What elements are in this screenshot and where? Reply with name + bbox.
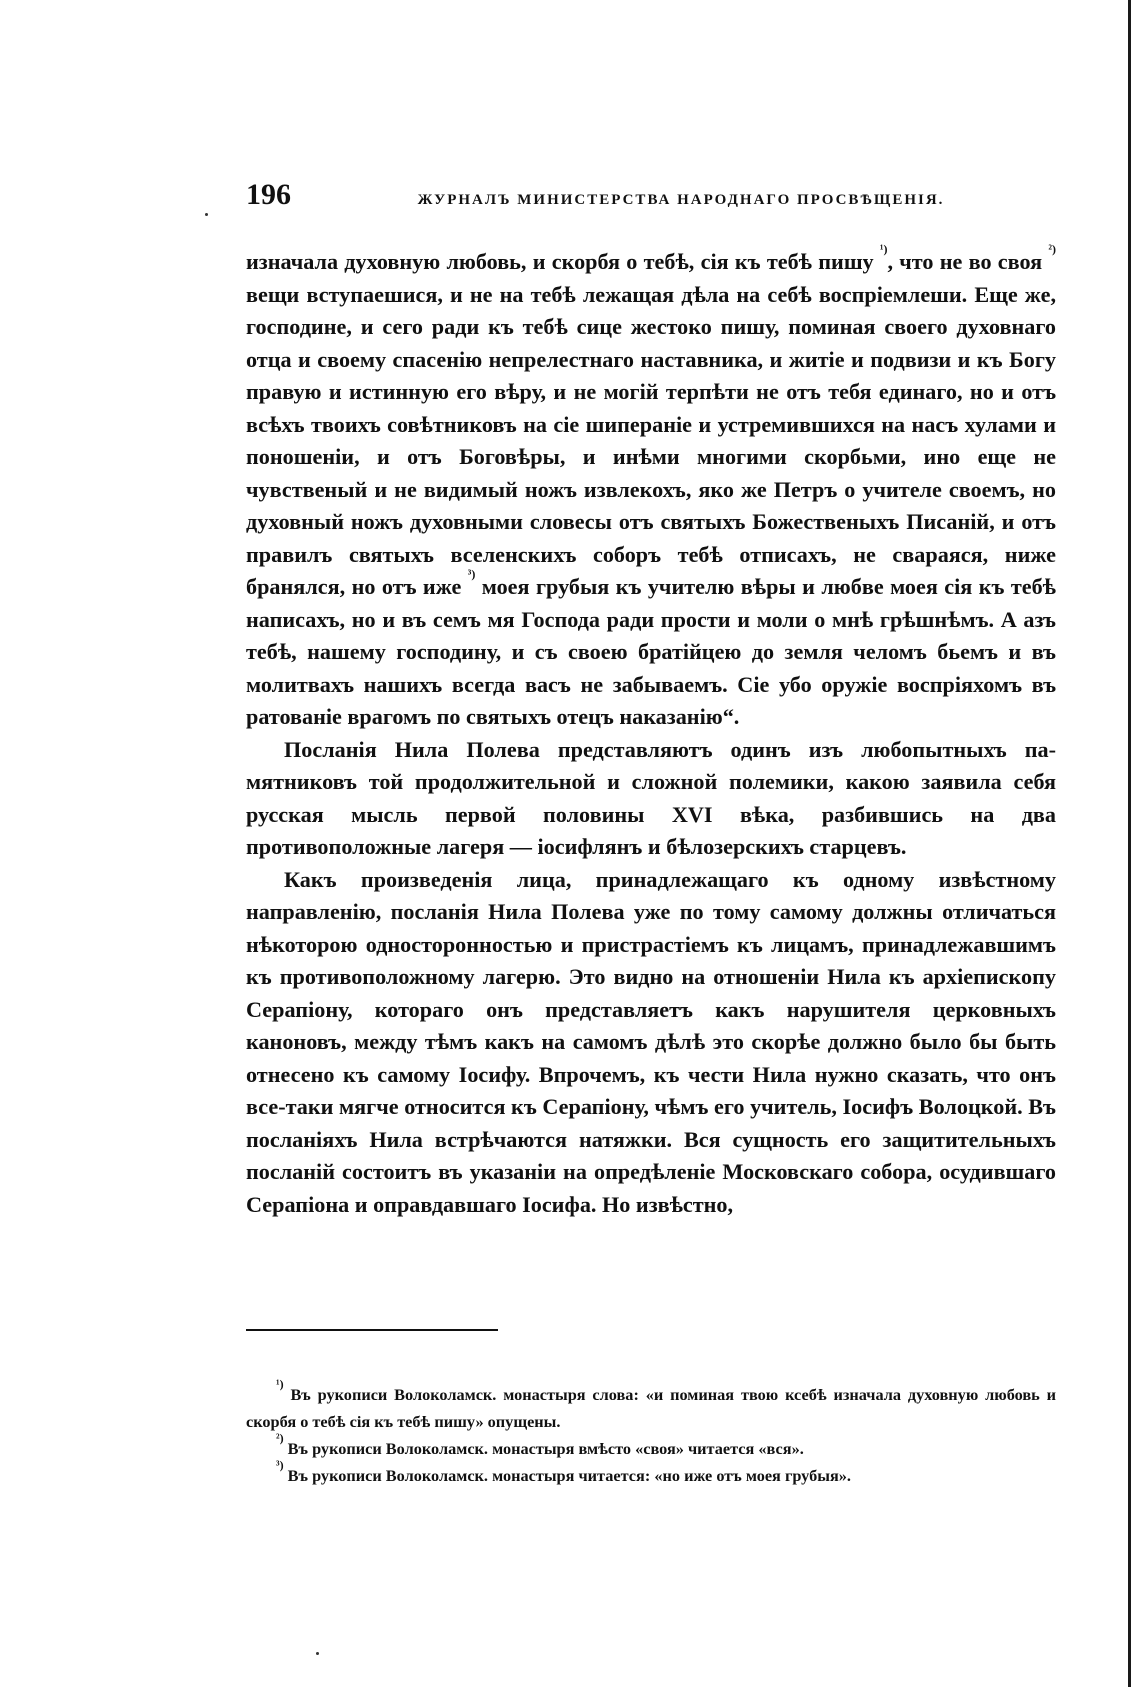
running-head: ЖУРНАЛЪ МИНИСТЕРСТВА НАРОДНАГО ПРОСВѢЩЕНІЯ.	[417, 192, 945, 208]
footnote-mark-3: ³)	[276, 1458, 284, 1472]
paragraph-3: Какъ произведенія лица, принадлежащаго къ одному извѣстному направленію, посланія Нила Полева уже по тому самому должны отличаться нѣкоторою односторонностью и пристрастіемъ къ лицамъ, принадлежавшимъ къ противоположному лагерю. Это видно на отношеніи Нила къ архіепископу Серапіону, котораго онъ представляетъ какъ нарушителя церковныхъ каноновъ, между тѣмъ какъ на самомъ дѣлѣ это скорѣе должно было бы быть отнесено къ самому Іосифу. Впрочемъ, къ чести Нила нужно сказать, что онъ все-таки мягче относится къ Серапіону, чѣмъ его учитель, Іосифъ Волоцкой. Въ посланіяхъ Нила встрѣчаются натяжки. Вся сущность его защитительныхъ посланій состоитъ въ указаніи на опредѣленіе Московскаго собора, осудившаго Серапіона и оправдавшаго Іосифа. Но извѣстно,	[246, 866, 1056, 1217]
page-number: 196	[246, 178, 291, 211]
footnote-ref-1: ¹)	[879, 242, 888, 256]
footnotes	[246, 1377, 1056, 1489]
page-edge-rule	[1128, 0, 1131, 1687]
print-speck	[316, 1652, 319, 1655]
footnote-divider	[246, 1329, 498, 1331]
footnote-2	[246, 1431, 1056, 1462]
footnote-text-1: Въ рукописи Волоколамск. монастыря слова: «и поминая твою ксебѣ изначала духовную любовь и скорбя о тебѣ сія къ тебѣ пишу» опущены.	[246, 1385, 1056, 1431]
footnote-ref-3: ³)	[467, 567, 476, 581]
footnote-text-2: Въ рукописи Волоколамск. монастыря вмѣсто «своя» читается «вся».	[283, 1439, 804, 1458]
quote-text-3: вещи вступаешися, и не на тебѣ лежащая дѣла на себѣ воспріемлеши. Еще же, господине, и сего ради къ тебѣ сице жестоко пишу, поминая своего духовнаго отца и своему спасенію непрелестнаго наставника, и житіе и подвизи и къ Богу правую и истинную его вѣру, и не могій терпѣти не отъ тебя единаго, но и отъ всѣхъ твоихъ совѣтниковъ на сіе шипераніе и устремившихся на насъ хулами и поношеніи, и отъ Боговѣры, и инѣми многими скорбьми, ино еще не чувственый и не видимый ножъ извлекохъ, яко же Петръ о учителе своемъ, но духовный ножъ духовными словесы отъ святыхъ Божественыхъ Писаній, и отъ правилъ святыхъ вселенскихъ соборъ тебѣ отписахъ, не свараяся, ниже бранялся, но отъ иже	[246, 281, 1056, 599]
paragraph-2: Посланія Нила Полева представляютъ одинъ изъ любопытныхъ памятниковъ той продолжительной и сложной полемики, какою заявила себя русская мысль первой половины XVI вѣка, разбившись на два противоположные лагеря — іосифлянъ и бѣлозерскихъ старцевъ.	[246, 736, 1056, 859]
page-header	[246, 178, 1056, 218]
quote-text-1: изначала духовную любовь, и скорбя о тебѣ, сія къ тебѣ пишу	[246, 249, 880, 274]
footnote-mark-1: ¹)	[276, 1377, 284, 1391]
book-page	[246, 178, 1056, 1485]
footnote-text-3: Въ рукописи Волоколамск. монастыря читается: «но иже отъ моея грубыя».	[283, 1466, 851, 1485]
paragraph-quotation	[246, 242, 1056, 734]
print-speck	[205, 213, 208, 216]
quote-text-4: моея грубыя къ учителю вѣры и любве моея сія къ тебѣ написахъ, но и въ семъ мя Господа ради прости и моли о мнѣ грѣшнѣмъ. А азъ тебѣ, нашему господину, и съ своею братійцею до земля челомъ бьемъ и въ молитвахъ нашихъ всегда васъ не забываемъ. Сіе убо оружіе воспріяхомъ въ ратованіе врагомъ по святыхъ отецъ наказанію“.	[246, 574, 1056, 729]
main-text	[246, 242, 1056, 1221]
quote-text-2: , что не во своя	[887, 249, 1049, 274]
footnote-mark-2: ²)	[276, 1431, 284, 1445]
footnote-3	[246, 1458, 1056, 1489]
footnote-1	[246, 1377, 1056, 1435]
footnote-ref-2: ²)	[1048, 242, 1056, 256]
